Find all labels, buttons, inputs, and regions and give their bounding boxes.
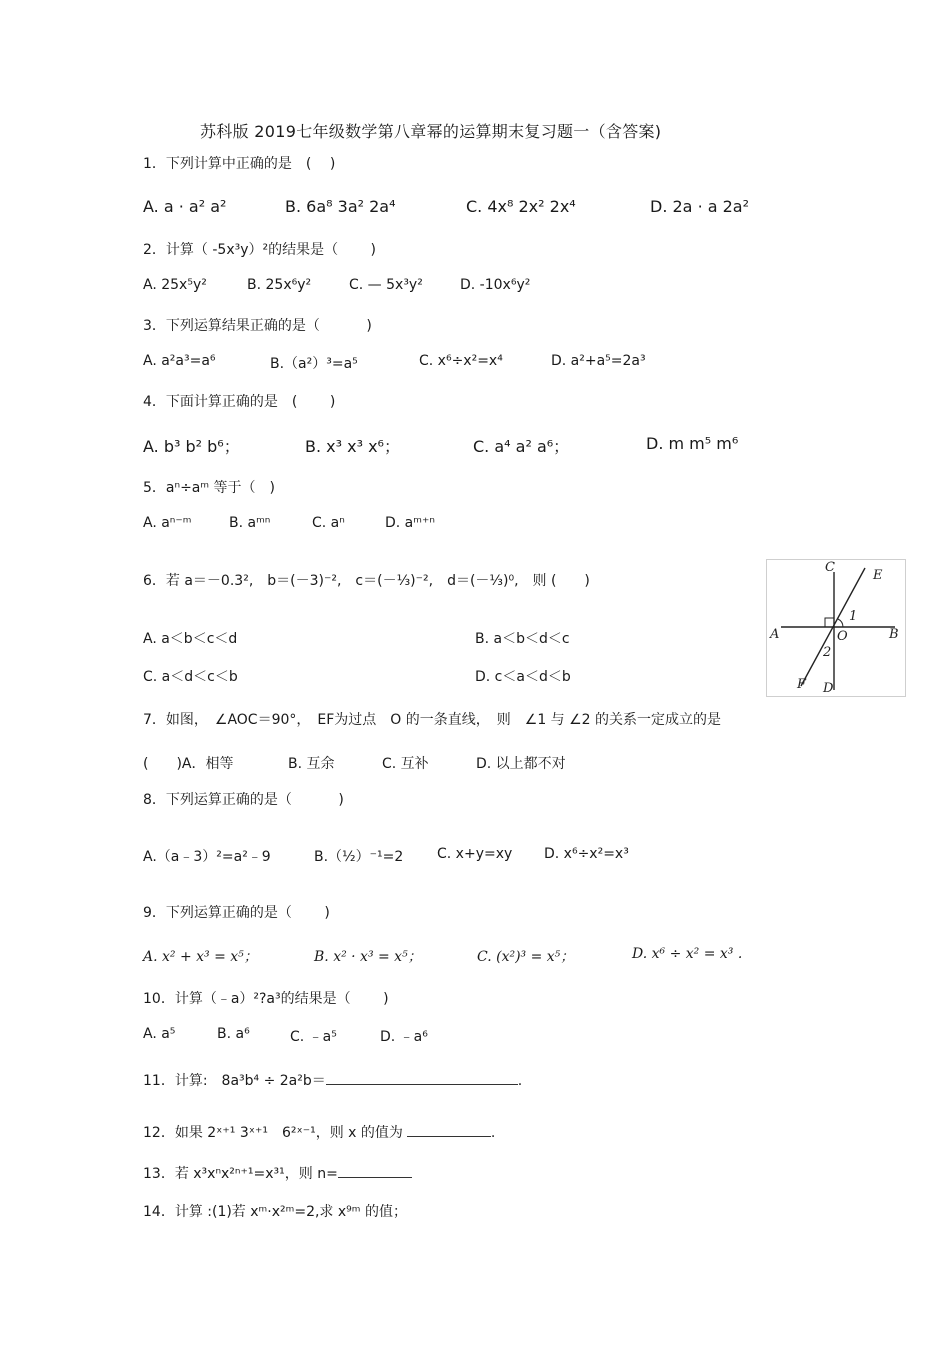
- question-7-stem: 7．如图， ∠AOC＝90°， EF为过点 O 的一条直线， 则 ∠1 与 ∠2 的关系一定成立的是: [143, 712, 722, 728]
- document-title: 苏科版 2019七年级数学第八章幂的运算期末复习题一（含答案): [200, 122, 662, 141]
- question-7-option-d: D. 以上都不对: [476, 756, 566, 772]
- label-angle-1: 1: [849, 609, 858, 624]
- angle-figure: [766, 559, 906, 697]
- question-4-option-d: D. m m⁵ m⁶: [646, 434, 739, 453]
- question-11: 11．计算: 8a³b⁴ ÷ 2a²b＝ .: [143, 1073, 523, 1089]
- question-10-stem: 10．计算（﹣a）²?a³的结果是（ ): [143, 991, 389, 1007]
- question-9-stem: 9．下列运算正确的是（ ): [143, 905, 330, 921]
- question-6-stem: 6．若 a＝－0.3², b＝(－3)⁻², c＝(－⅓)⁻², d＝(－⅓)⁰, 则 ( ): [143, 573, 590, 589]
- question-4-stem: 4．下面计算正确的是 ( ): [143, 394, 336, 410]
- answer-blank-13[interactable]: [338, 1164, 412, 1178]
- question-8-option-c: C. x+y=xy: [437, 846, 513, 862]
- right-angle-marker: [825, 618, 834, 627]
- question-14-stem: 14．计算 :(1)若 xᵐ·x²ᵐ=2,求 x⁹ᵐ 的值；: [143, 1204, 407, 1220]
- question-6-option-a: A. a＜b＜c＜d: [143, 631, 238, 647]
- question-5-option-b: B. aᵐⁿ: [229, 515, 271, 531]
- label-d: D: [823, 681, 834, 696]
- question-1-option-b: B. 6a⁸ 3a² 2a⁴: [285, 197, 396, 216]
- question-12: 12．如果 2ˣ⁺¹ 3ˣ⁺¹ 6²ˣ⁻¹，则 x 的值为 .: [143, 1125, 496, 1141]
- question-4-option-b: B. x³ x³ x⁶；: [305, 437, 400, 456]
- question-2-option-c: C. — 5x³y²: [349, 277, 423, 293]
- question-9-option-c: C. (x²)³ = x⁵；: [477, 949, 575, 965]
- question-10-option-c: C. ﹣a⁵: [290, 1029, 337, 1045]
- question-10-option-a: A. a⁵: [143, 1026, 176, 1042]
- question-3-option-c: C. x⁶÷x²=x⁴: [419, 353, 503, 369]
- question-9-option-a: A. x² + x³ = x⁵；: [143, 949, 258, 965]
- question-8-stem: 8．下列运算正确的是（ ): [143, 792, 344, 808]
- question-10-option-d: D. ﹣a⁶: [380, 1029, 428, 1045]
- question-7-option-b: B. 互余: [288, 756, 335, 772]
- question-1-stem: 1．下列计算中正确的是 ( ): [143, 156, 336, 172]
- question-7-option-a: ( )A．相等: [143, 756, 234, 772]
- question-5-stem: 5．aⁿ÷aᵐ 等于（ ): [143, 480, 276, 496]
- question-10-option-b: B. a⁶: [217, 1026, 250, 1042]
- question-5-option-a: A. aⁿ⁻ᵐ: [143, 515, 192, 531]
- question-12-stem: 12．如果 2ˣ⁺¹ 3ˣ⁺¹ 6²ˣ⁻¹，则 x 的值为: [143, 1125, 403, 1141]
- question-6-option-c: C. a＜d＜c＜b: [143, 669, 238, 685]
- question-2-option-d: D. -10x⁶y²: [460, 277, 531, 293]
- question-13: [143, 1163, 412, 1183]
- question-2-stem: 2．计算（ -5x³y）²的结果是（ ): [143, 242, 377, 258]
- question-3-option-d: D. a²+a⁵=2a³: [551, 353, 646, 369]
- question-3-option-a: A. a²a³=a⁶: [143, 353, 216, 369]
- question-6-option-b: B. a＜b＜d＜c: [475, 631, 570, 647]
- question-4-option-a: A. b³ b² b⁶；: [143, 437, 240, 456]
- question-8-option-a: A.（a﹣3）²=a²﹣9: [143, 849, 271, 865]
- question-5-option-c: C. aⁿ: [312, 515, 345, 531]
- label-angle-2: 2: [823, 645, 832, 660]
- question-6-option-d: D. c＜a＜d＜b: [475, 669, 571, 685]
- question-11-stem: 11．计算: 8a³b⁴ ÷ 2a²b＝: [143, 1073, 326, 1089]
- answer-blank-11[interactable]: [326, 1071, 518, 1085]
- question-1-option-c: C. 4x⁸ 2x² 2x⁴: [466, 197, 576, 216]
- question-4-option-c: C. a⁴ a² a⁶；: [473, 437, 570, 456]
- question-5-option-d: D. aᵐ⁺ⁿ: [385, 515, 435, 531]
- question-3-option-b: B.（a²）³=a⁵: [270, 356, 358, 372]
- question-3-stem: 3．下列运算结果正确的是（ ): [143, 318, 372, 334]
- question-1-option-d: D. 2a · a 2a²: [650, 197, 750, 216]
- label-f: F: [797, 677, 807, 692]
- question-9-option-b: B. x² · x³ = x⁵；: [314, 949, 422, 965]
- label-o: O: [837, 629, 848, 644]
- question-9-option-d: D. x⁶ ÷ x² = x³ .: [632, 946, 743, 962]
- question-7-option-c: C. 互补: [382, 756, 429, 772]
- question-1-option-a: A. a · a² a²: [143, 197, 227, 216]
- question-8-option-d: D. x⁶÷x²=x³: [544, 846, 629, 862]
- label-a: A: [770, 627, 780, 642]
- angle-figure-svg: [767, 560, 905, 696]
- question-8-option-b: B.（½）⁻¹=2: [314, 849, 404, 865]
- label-e: E: [873, 568, 883, 583]
- label-b: B: [889, 627, 899, 642]
- answer-blank-12[interactable]: [407, 1123, 491, 1137]
- question-2-option-a: A. 25x⁵y²: [143, 277, 207, 293]
- question-13-stem: 13．若 x³xⁿx²ⁿ⁺¹=x³¹，则 n=: [143, 1166, 338, 1182]
- label-c: C: [825, 560, 835, 575]
- question-2-option-b: B. 25x⁶y²: [247, 277, 312, 293]
- angle-1-arc: [838, 619, 843, 627]
